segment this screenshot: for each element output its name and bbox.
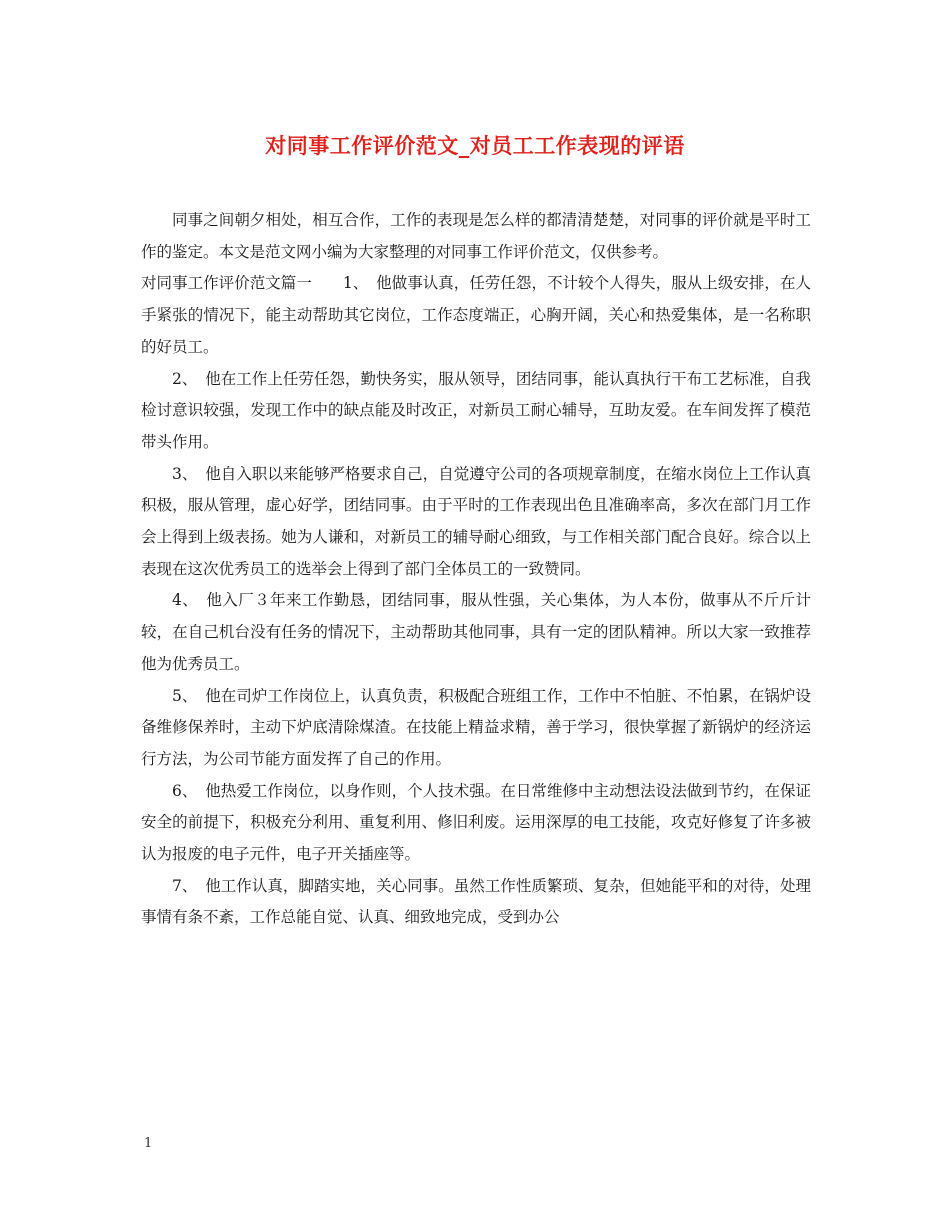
page-number: 1 (144, 1136, 153, 1151)
paragraph-item-1: 对同事工作评价范文篇一 1、 他做事认真，任劳任怨，不计较个人得失，服从上级安排，在人手紧张的情况下，能主动帮助其它岗位，工作态度端正，心胸开阔，关心和热爱集体，是一名称职的好员工。 (141, 274, 811, 356)
paragraph-item-7: 7、 他工作认真，脚踏实地，关心同事。虽然工作性质繁琐、复杂，但她能平和的对待，处理事情有条不紊，工作总能自觉、认真、细致地完成，受到办公 (141, 876, 811, 927)
paragraph-item-6: 6、 他热爱工作岗位，以身作则，个人技术强。在日常维修中主动想法设法做到节约，在保证安全的前提下，积极充分利用、重复利用、修旧利废。运用深厚的电工技能，攻克好修复了许多被认为报废的电子元件，电子开关插座等。 (141, 781, 811, 864)
paragraph-item-3: 3、 他自入职以来能够严格要求自己，自觉遵守公司的各项规章制度，在缩水岗位上工作认真积极，服从管理，虚心好学，团结同事。由于平时的工作表现出色且准确率高，多次在部门月工作会上得到上级表扬。她为人谦和，对新员工的辅导耐心细致，与工作相关部门配合良好。综合以上表现在这次优秀员工的选举会上得到了部门全体员工的一致赞同。 (141, 464, 811, 578)
document-body (141, 205, 811, 934)
paragraph-item-4: 4、 他入厂３年来工作勤恳，团结同事，服从性强，关心集体，为人本份，做事从不斤斤计较，在自己机台没有任务的情况下，主动帮助其他同事，具有一定的团队精神。所以大家一致推荐他为优秀员工。 (141, 591, 811, 673)
paragraph-intro: 同事之间朝夕相处，相互合作，工作的表现是怎么样的都清清楚楚，对同事的评价就是平时工作的鉴定。本文是范文网小编为大家整理的对同事工作评价范文，仅供参考。 (141, 211, 811, 261)
document-title: 对同事工作评价范文_对员工工作表现的评语 (265, 133, 685, 158)
paragraph-item-5: 5、 他在司炉工作岗位上，认真负责，积极配合班组工作，工作中不怕脏、不怕累，在锅炉设备维修保养时，主动下炉底清除煤渣。在技能上精益求精，善于学习，很快掌握了新锅炉的经济运行方法，为公司节能方面发挥了自己的作用。 (141, 686, 811, 768)
paragraph-item-2: 2、 他在工作上任劳任怨，勤快务实，服从领导，团结同事，能认真执行干布工艺标准，自我检讨意识较强，发现工作中的缺点能及时改正，对新员工耐心辅导，互助友爱。在车间发挥了模范带头作用。 (141, 369, 811, 451)
